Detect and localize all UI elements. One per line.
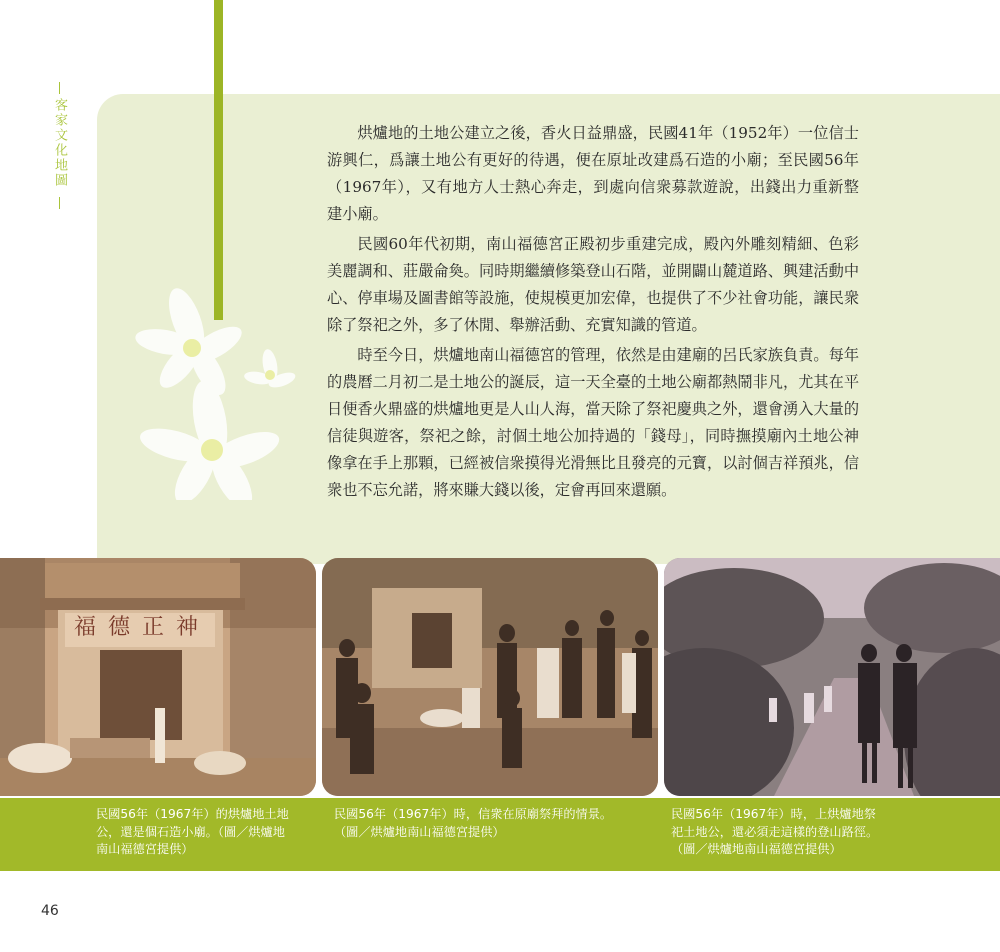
vertical-accent-bar [214,0,223,320]
article-body [327,120,859,507]
paragraph-3: 時至今日，烘爐地南山福德宮的管理，依然是由建廟的呂氏家族負責。每年的農曆二月初二是土地公的誕辰，這一天全臺的土地公廟都熱鬧非凡，尤其在平日便香火鼎盛的烘爐地更是人山人海，當天除了祭祀慶典之外，還會湧入大量的信徒與遊客，祭祀之餘，討個土地公加持過的「錢母」，同時撫摸廟內土地公神像拿在手上那顆，已經被信衆摸得光滑無比且發亮的元寶，以討個吉祥預兆，信衆也不忘允諾，將來賺大錢以後，定會再回來還願。 [327,346,859,499]
series-label-top-rule [59,82,60,94]
photo-worshippers [322,558,658,796]
photo-caption-2: 民國56年（1967年）時，信衆在原廟祭拜的情景。 （圖／烘爐地南山福德宮提供） [334,807,613,839]
photo-caption-1: 民國56年（1967年）的烘爐地土地 公，還是個石造小廟。（圖／烘爐地 南山福德宮提供） [96,807,289,856]
paragraph-2: 民國60年代初期，南山福德宮正殿初步重建完成，殿內外雕刻精細、色彩美麗調和、莊嚴侖奐。同時期繼續修築登山石階，並開闢山麓道路、興建活動中心、停車場及圖書館等設施，使規模更加宏偉，也提供了不少社會功能，讓民衆除了祭祀之外，多了休閒、舉辦活動、充實知識的管道。 [327,235,859,334]
photo-mountain-path [664,558,1000,796]
page-number: 46 [41,903,59,919]
series-label-bottom-rule [59,197,60,209]
series-label-text: 客家文化地圖 [52,98,67,188]
paragraph-1: 烘爐地的土地公建立之後，香火日益鼎盛，民國41年（1952年）一位信士游興仁，爲讓土地公有更好的待遇，便在原址改建爲石造的小廟；至民國56年（1967年），又有地方人士熱心奔走，到處向信衆募款遊說，出錢出力重新整建小廟。 [327,124,859,223]
photo-caption-3: 民國56年（1967年）時，上烘爐地祭 祀土地公，還必須走這樣的登山路徑。 （圖／烘爐地南山福德宮提供） [671,807,879,856]
series-label [51,82,67,209]
photo-stone-shrine [0,558,316,796]
shrine-plaque-text: 福德正神 [73,615,210,640]
